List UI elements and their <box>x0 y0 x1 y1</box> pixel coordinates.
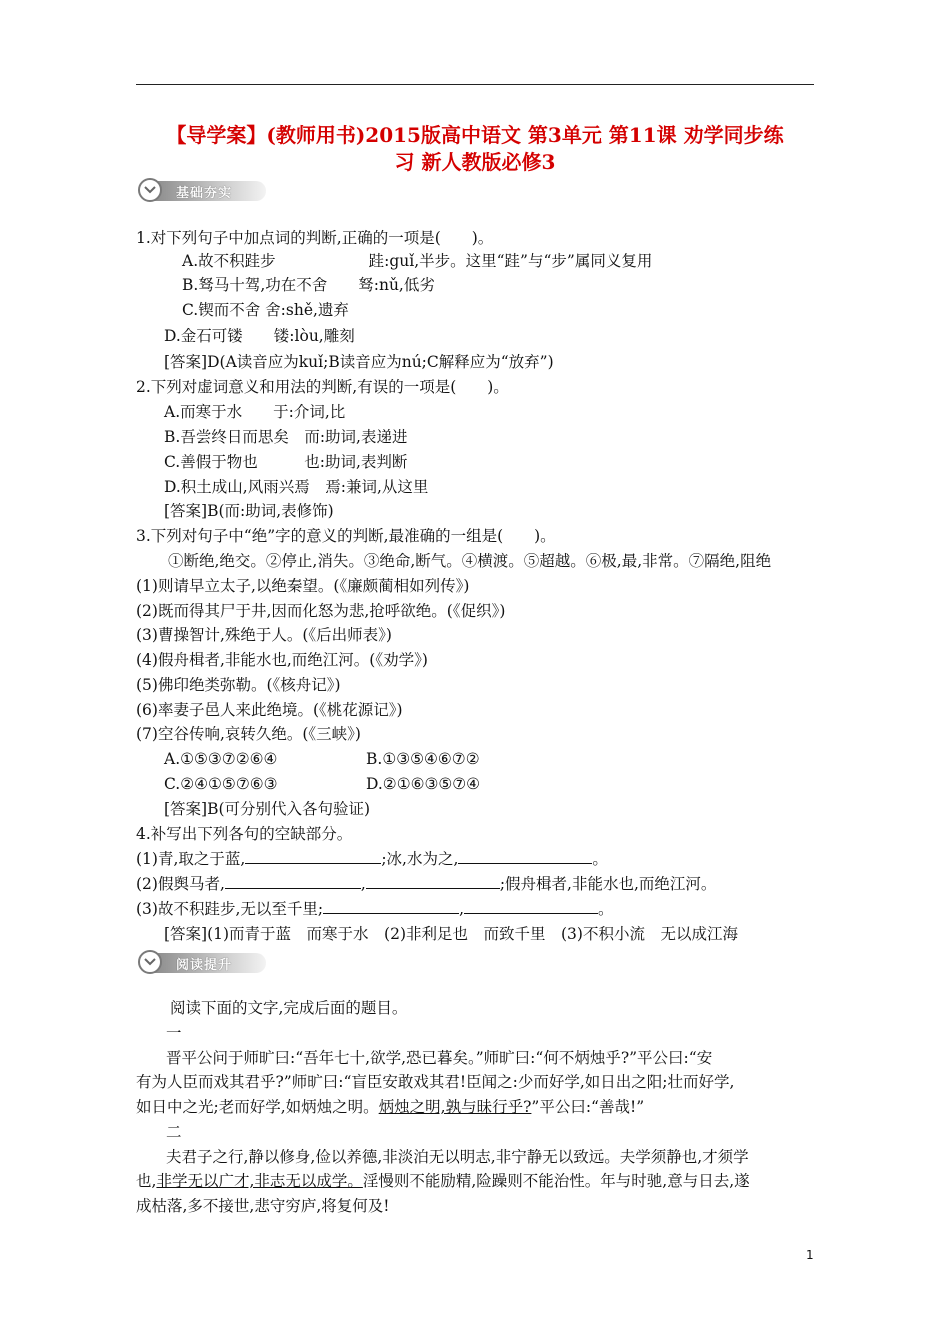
passage-2-number: 二 <box>166 1123 182 1141</box>
header-rule <box>136 84 814 85</box>
fill-prompt: (1)青,取之于蓝, <box>136 850 246 868</box>
title-line-2: 习 新人教版必修3 <box>394 150 556 174</box>
underlined-sentence: 非学无以广才,非志无以成学。 <box>156 1172 363 1190</box>
question-3-meanings: ①断绝,绝交。②停止,消失。③绝命,断气。④横渡。⑤超越。⑥极,最,非常。⑦隔绝,阻绝 <box>168 552 772 570</box>
answer-blank[interactable] <box>225 874 361 889</box>
answer-blank[interactable] <box>366 874 500 889</box>
fill-prompt: (3)故不积跬步,无以至千里; <box>136 900 324 918</box>
fill-prompt: , <box>360 875 366 893</box>
fill-prompt: , <box>459 900 465 918</box>
question-1-option-c: C.锲而不舍 舍:shě,遗弃 <box>182 301 349 319</box>
question-4-line-2 <box>136 874 716 894</box>
section-label: 基础夯实 <box>176 186 233 201</box>
passage-2-line-2 <box>136 1171 750 1191</box>
question-1-option-b: B.驽马十驾,功在不舍 驽:nǔ,低劣 <box>182 276 435 294</box>
question-1-option-d: D.金石可镂 镂:lòu,雕刻 <box>164 327 355 345</box>
passage-1-line-3 <box>136 1097 644 1117</box>
question-3-sentence-2: (2)既而得其尸于井,因而化怒为悲,抢呼欲绝。(《促织》) <box>136 602 506 620</box>
question-3-answer: [答案]B(可分别代入各句验证) <box>164 800 371 818</box>
passage-text: 如日中之光;老而好学,如炳烛之明。 <box>136 1098 379 1116</box>
question-3-sentence-3: (3)曹操智计,殊绝于人。(《后出师表》) <box>136 626 392 644</box>
chevron-down-icon <box>138 178 162 202</box>
answer-blank[interactable] <box>323 899 459 914</box>
document-title <box>136 122 814 176</box>
answer-blank[interactable] <box>464 899 598 914</box>
question-3-sentence-4: (4)假舟楫者,非能水也,而绝江河。(《劝学》) <box>136 651 428 669</box>
passage-1-number: 一 <box>166 1024 182 1042</box>
question-4-line-1 <box>136 849 608 869</box>
question-3-option-c: C.②④①⑤⑦⑥③ <box>164 775 278 793</box>
question-3-stem: 3.下列对句子中“绝”字的意义的判断,最准确的一组是( )。 <box>136 527 556 545</box>
section-header-basic <box>138 178 268 204</box>
passage-2-line-1: 夫君子之行,静以修身,俭以养德,非淡泊无以明志,非宁静无以致远。夫学须静也,才须学 <box>166 1148 749 1166</box>
answer-blank[interactable] <box>458 849 592 864</box>
fill-prompt: ;冰,水为之, <box>381 850 459 868</box>
passage-1-line-1: 晋平公问于师旷曰:“吾年七十,欲学,恐已暮矣。”师旷曰:“何不炳烛乎?”平公曰:“安 <box>166 1049 713 1067</box>
question-2-option-c: C.善假于物也 也:助词,表判断 <box>164 453 408 471</box>
chevron-down-icon <box>138 950 162 974</box>
section-header-reading <box>138 950 268 976</box>
question-4-line-3 <box>136 899 614 919</box>
question-3-sentence-1: (1)则请早立太子,以绝秦望。(《廉颇蔺相如列传》) <box>136 577 470 595</box>
question-3-option-b: B.①③⑤④⑥⑦② <box>366 750 480 768</box>
passage-2-line-3: 成枯落,多不接世,悲守穷庐,将复何及! <box>136 1197 390 1215</box>
passage-text: 也, <box>136 1172 157 1190</box>
question-3-option-a: A.①⑤③⑦②⑥④ <box>164 750 278 768</box>
question-1-stem: 1.对下列句子中加点词的判断,正确的一项是( )。 <box>136 229 494 247</box>
fill-prompt: 。 <box>592 850 608 868</box>
underlined-sentence: 炳烛之明,孰与昧行乎? <box>378 1098 532 1116</box>
question-3-sentence-5: (5)佛印绝类弥勒。(《核舟记》) <box>136 676 341 694</box>
title-line-1: 【导学案】(教师用书)2015版高中语文 第3单元 第11课 劝学同步练 <box>166 123 784 147</box>
passage-1-line-2: 有为人臣而戏其君乎?”师旷曰:“盲臣安敢戏其君!臣闻之:少而好学,如日出之阳;壮而好学, <box>136 1073 735 1091</box>
section-label: 阅读提升 <box>176 958 233 973</box>
fill-prompt: ;假舟楫者,非能水也,而绝江河。 <box>499 875 717 893</box>
question-3-sentence-7: (7)空谷传响,哀转久绝。(《三峡》) <box>136 725 361 743</box>
question-4-stem: 4.补写出下列各句的空缺部分。 <box>136 825 353 843</box>
question-3-option-d: D.②①⑥③⑤⑦④ <box>366 775 481 793</box>
reading-intro: 阅读下面的文字,完成后面的题目。 <box>170 999 408 1017</box>
question-4-answer: [答案](1)而青于蓝 而寒于水 (2)非利足也 而致千里 (3)不积小流 无以成江海 <box>164 925 738 943</box>
answer-blank[interactable] <box>245 849 381 864</box>
question-1-answer: [答案]D(A读音应为kuǐ;B读音应为nú;C解释应为“放弃”) <box>164 353 554 371</box>
fill-prompt: (2)假舆马者, <box>136 875 225 893</box>
passage-text: 淫慢则不能励精,险躁则不能治性。年与时驰,意与日去,遂 <box>362 1172 750 1190</box>
question-2-option-b: B.吾尝终日而思矣 而:助词,表递进 <box>164 428 408 446</box>
question-3-sentence-6: (6)率妻子邑人来此绝境。(《桃花源记》) <box>136 701 403 719</box>
page-number: 1 <box>806 1248 814 1262</box>
question-1-option-a: A.故不积跬步 跬:guǐ,半步。这里“跬”与“步”属同义复用 <box>182 252 653 270</box>
passage-text: ”平公曰:“善哉!” <box>531 1098 645 1116</box>
question-2-stem: 2.下列对虚词意义和用法的判断,有误的一项是( )。 <box>136 378 509 396</box>
question-2-answer: [答案]B(而:助词,表修饰) <box>164 502 334 520</box>
question-2-option-d: D.积土成山,风雨兴焉 焉:兼词,从这里 <box>164 478 429 496</box>
fill-prompt: 。 <box>598 900 614 918</box>
question-2-option-a: A.而寒于水 于:介词,比 <box>164 403 346 421</box>
